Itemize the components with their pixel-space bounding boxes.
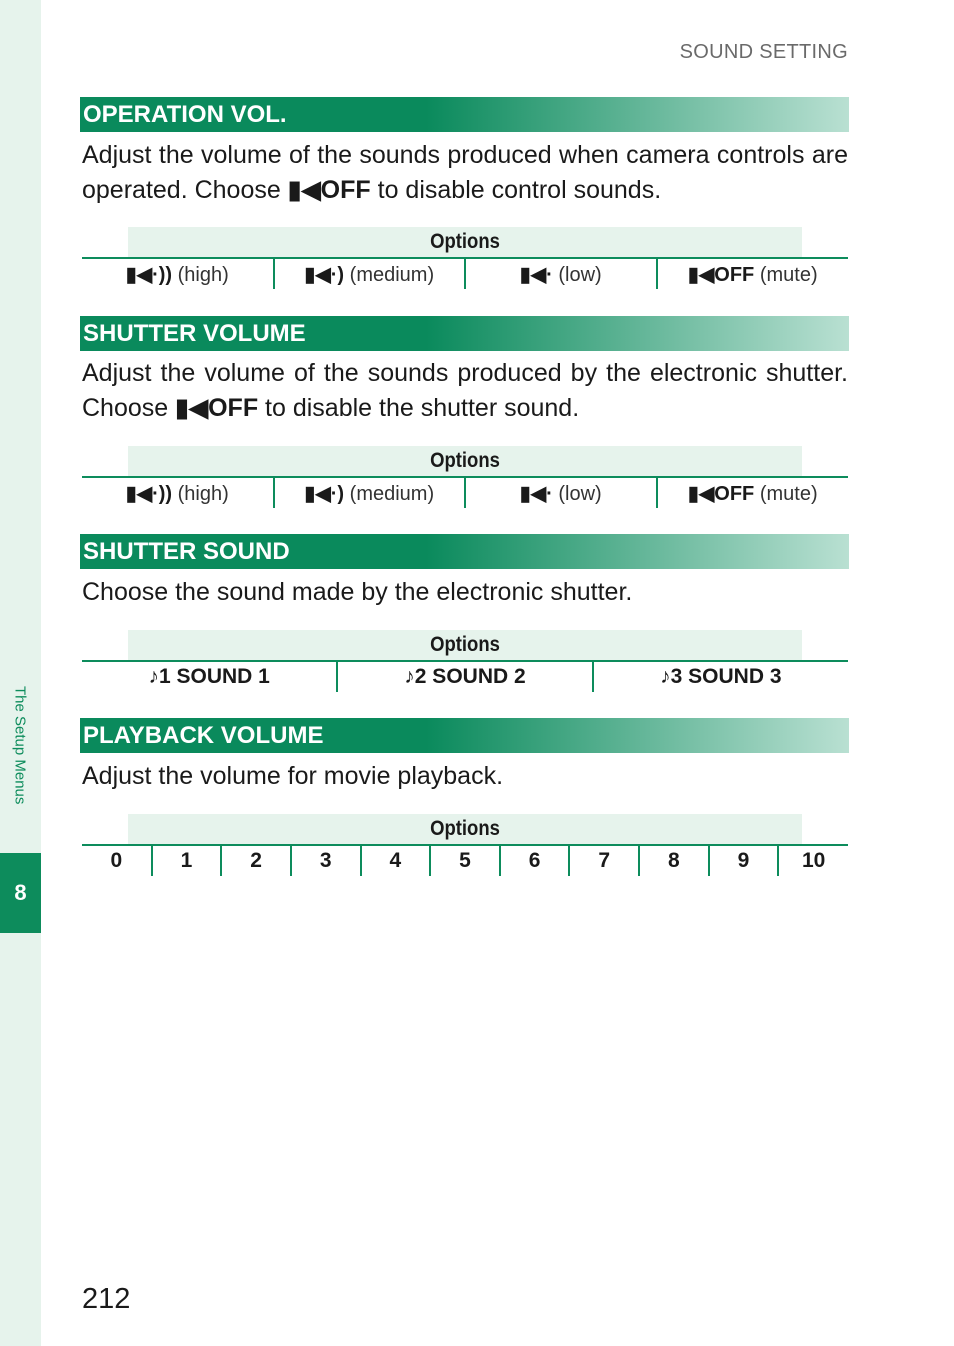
volume-level-option: 8: [639, 845, 709, 876]
option-cell: [82, 258, 274, 289]
option-cell: [465, 477, 657, 508]
options-header: Options: [128, 446, 802, 477]
option-label: (medium): [349, 263, 435, 286]
options-header: Options: [128, 227, 802, 258]
options-header: Options: [128, 814, 802, 845]
text-part: to disable control sounds.: [370, 176, 662, 204]
sound-option-2: ♪2 SOUND 2: [337, 661, 592, 692]
volume-level-option: 7: [569, 845, 639, 876]
option-cell: [657, 477, 849, 508]
volume-level-option: 5: [430, 845, 500, 876]
volume-level-option: 1: [152, 845, 222, 876]
options-table-operation-vol: [82, 227, 848, 289]
volume-level-option: 10: [778, 845, 848, 876]
section-text-playback-volume: Adjust the volume for movie playback.: [82, 762, 504, 790]
volume-level-option: 3: [291, 845, 361, 876]
side-strip: [0, 0, 41, 1346]
section-text-shutter-sound: Choose the sound made by the electronic shutter.: [82, 578, 633, 606]
volume-high-icon: ▮◀·)): [125, 482, 173, 505]
volume-low-icon: ▮◀·: [519, 263, 553, 286]
options-table-shutter-volume: [82, 446, 848, 508]
mute-symbol-inline: ▮◀OFF: [175, 394, 259, 422]
option-label: (medium): [349, 482, 435, 505]
text-part: Adjust the volume of the sounds produced when camera controls are operated. Choose: [82, 141, 848, 204]
volume-level-option: 9: [709, 845, 779, 876]
volume-level-option: 4: [361, 845, 431, 876]
options-table-shutter-sound: [82, 630, 848, 692]
option-cell: [657, 258, 849, 289]
sound-option-1: ♪1 SOUND 1: [148, 665, 270, 688]
mute-symbol-inline: ▮◀OFF: [287, 176, 371, 204]
option-cell: [274, 477, 466, 508]
section-text-operation-vol: [82, 138, 848, 208]
chapter-tab: 8: [0, 853, 41, 933]
option-label: (mute): [759, 263, 818, 286]
option-cell: [274, 258, 466, 289]
section-heading-shutter-volume: SHUTTER VOLUME: [80, 316, 849, 351]
option-label: (low): [558, 482, 602, 505]
section-heading-shutter-sound: SHUTTER SOUND: [80, 534, 849, 569]
volume-off-icon: ▮◀OFF: [687, 263, 755, 286]
running-header: SOUND SETTING: [679, 41, 848, 63]
options-table-playback-volume: [82, 814, 848, 876]
volume-off-icon: ▮◀OFF: [687, 482, 755, 505]
option-label: (low): [558, 263, 602, 286]
volume-low-icon: ▮◀·: [519, 482, 553, 505]
volume-high-icon: ▮◀·)): [125, 263, 173, 286]
option-label: (high): [177, 482, 229, 505]
options-header: Options: [128, 630, 802, 661]
option-label: (mute): [759, 482, 818, 505]
page-number: 212: [82, 1283, 131, 1315]
section-heading-playback-volume: PLAYBACK VOLUME: [80, 718, 849, 753]
volume-level-option: 0: [110, 849, 123, 872]
text-part: to disable the shutter sound.: [258, 394, 580, 422]
sound-option-3: ♪3 SOUND 3: [593, 661, 848, 692]
section-heading-operation-vol: OPERATION VOL.: [80, 97, 849, 132]
chapter-side-label-text: The Setup Menus: [11, 686, 29, 805]
volume-level-option: 2: [221, 845, 291, 876]
option-cell: [82, 477, 274, 508]
volume-medium-icon: ▮◀·): [304, 263, 345, 286]
option-cell: [465, 258, 657, 289]
volume-level-option: 6: [500, 845, 570, 876]
option-label: (high): [177, 263, 229, 286]
section-text-shutter-volume: [82, 356, 848, 426]
volume-medium-icon: ▮◀·): [304, 482, 345, 505]
text-part: Adjust the volume of the sounds produced by the electronic shutter. Choose: [82, 359, 848, 422]
